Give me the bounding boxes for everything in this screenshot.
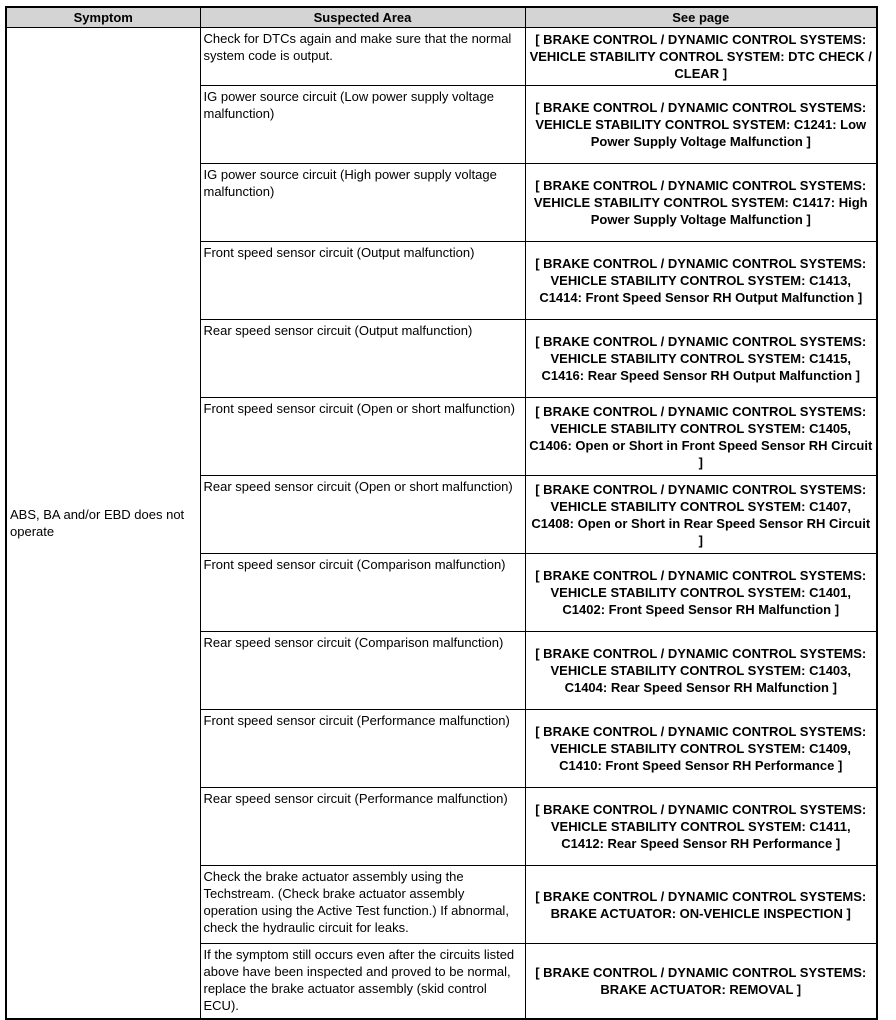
see-page-link[interactable]: [ BRAKE CONTROL / DYNAMIC CONTROL SYSTEMS: VEHICLE STABILITY CONTROL SYSTEM: DTC CHECK / CLEAR ] <box>525 28 877 86</box>
header-row <box>6 7 877 28</box>
suspected-area-cell: Check for DTCs again and make sure that the normal system code is output. <box>200 28 525 86</box>
see-page-link[interactable]: [ BRAKE CONTROL / DYNAMIC CONTROL SYSTEMS: BRAKE ACTUATOR: ON-VEHICLE INSPECTION ] <box>525 866 877 944</box>
see-page-link[interactable]: [ BRAKE CONTROL / DYNAMIC CONTROL SYSTEMS: VEHICLE STABILITY CONTROL SYSTEM: C1417: High Power Supply Voltage Malfunction ] <box>525 164 877 242</box>
see-page-link[interactable]: [ BRAKE CONTROL / DYNAMIC CONTROL SYSTEMS: VEHICLE STABILITY CONTROL SYSTEM: C1407, C1408: Open or Short in Rear Speed Sensor RH Circuit ] <box>525 476 877 554</box>
suspected-area-cell: Rear speed sensor circuit (Output malfunction) <box>200 320 525 398</box>
suspected-area-cell: Rear speed sensor circuit (Open or short malfunction) <box>200 476 525 554</box>
see-page-link[interactable]: [ BRAKE CONTROL / DYNAMIC CONTROL SYSTEMS: VEHICLE STABILITY CONTROL SYSTEM: C1415, C1416: Rear Speed Sensor RH Output Malfunction ] <box>525 320 877 398</box>
suspected-area-cell: Front speed sensor circuit (Performance malfunction) <box>200 710 525 788</box>
suspected-area-cell: Rear speed sensor circuit (Performance malfunction) <box>200 788 525 866</box>
suspected-area-cell: Front speed sensor circuit (Open or short malfunction) <box>200 398 525 476</box>
see-page-link[interactable]: [ BRAKE CONTROL / DYNAMIC CONTROL SYSTEMS: VEHICLE STABILITY CONTROL SYSTEM: C1401, C1402: Front Speed Sensor RH Malfunction ] <box>525 554 877 632</box>
see-page-link[interactable]: [ BRAKE CONTROL / DYNAMIC CONTROL SYSTEMS: VEHICLE STABILITY CONTROL SYSTEM: C1411, C1412: Rear Speed Sensor RH Performance ] <box>525 788 877 866</box>
header-suspected-area: Suspected Area <box>200 7 525 28</box>
header-symptom: Symptom <box>6 7 200 28</box>
suspected-area-cell: Front speed sensor circuit (Comparison malfunction) <box>200 554 525 632</box>
suspected-area-cell: IG power source circuit (Low power supply voltage malfunction) <box>200 86 525 164</box>
suspected-area-cell: Front speed sensor circuit (Output malfunction) <box>200 242 525 320</box>
troubleshooting-table <box>5 6 878 1020</box>
suspected-area-cell: Check the brake actuator assembly using the Techstream. (Check brake actuator assembly operation using the Active Test function.) If abnormal, check the hydraulic circuit for leaks. <box>200 866 525 944</box>
suspected-area-cell: If the symptom still occurs even after the circuits listed above have been inspected and proved to be normal, replace the brake actuator assembly (skid control ECU). <box>200 944 525 1020</box>
see-page-link[interactable]: [ BRAKE CONTROL / DYNAMIC CONTROL SYSTEMS: BRAKE ACTUATOR: REMOVAL ] <box>525 944 877 1020</box>
header-see-page: See page <box>525 7 877 28</box>
suspected-area-cell: IG power source circuit (High power supply voltage malfunction) <box>200 164 525 242</box>
see-page-link[interactable]: [ BRAKE CONTROL / DYNAMIC CONTROL SYSTEMS: VEHICLE STABILITY CONTROL SYSTEM: C1403, C1404: Rear Speed Sensor RH Malfunction ] <box>525 632 877 710</box>
see-page-link[interactable]: [ BRAKE CONTROL / DYNAMIC CONTROL SYSTEMS: VEHICLE STABILITY CONTROL SYSTEM: C1409, C1410: Front Speed Sensor RH Performance ] <box>525 710 877 788</box>
suspected-area-cell: Rear speed sensor circuit (Comparison malfunction) <box>200 632 525 710</box>
see-page-link[interactable]: [ BRAKE CONTROL / DYNAMIC CONTROL SYSTEMS: VEHICLE STABILITY CONTROL SYSTEM: C1413, C1414: Front Speed Sensor RH Output Malfunction ] <box>525 242 877 320</box>
see-page-link[interactable]: [ BRAKE CONTROL / DYNAMIC CONTROL SYSTEMS: VEHICLE STABILITY CONTROL SYSTEM: C1241: Low Power Supply Voltage Malfunction ] <box>525 86 877 164</box>
table-row <box>6 28 877 86</box>
see-page-link[interactable]: [ BRAKE CONTROL / DYNAMIC CONTROL SYSTEMS: VEHICLE STABILITY CONTROL SYSTEM: C1405, C1406: Open or Short in Front Speed Sensor RH Circuit ] <box>525 398 877 476</box>
symptom-cell: ABS, BA and/or EBD does not operate <box>6 28 200 1020</box>
